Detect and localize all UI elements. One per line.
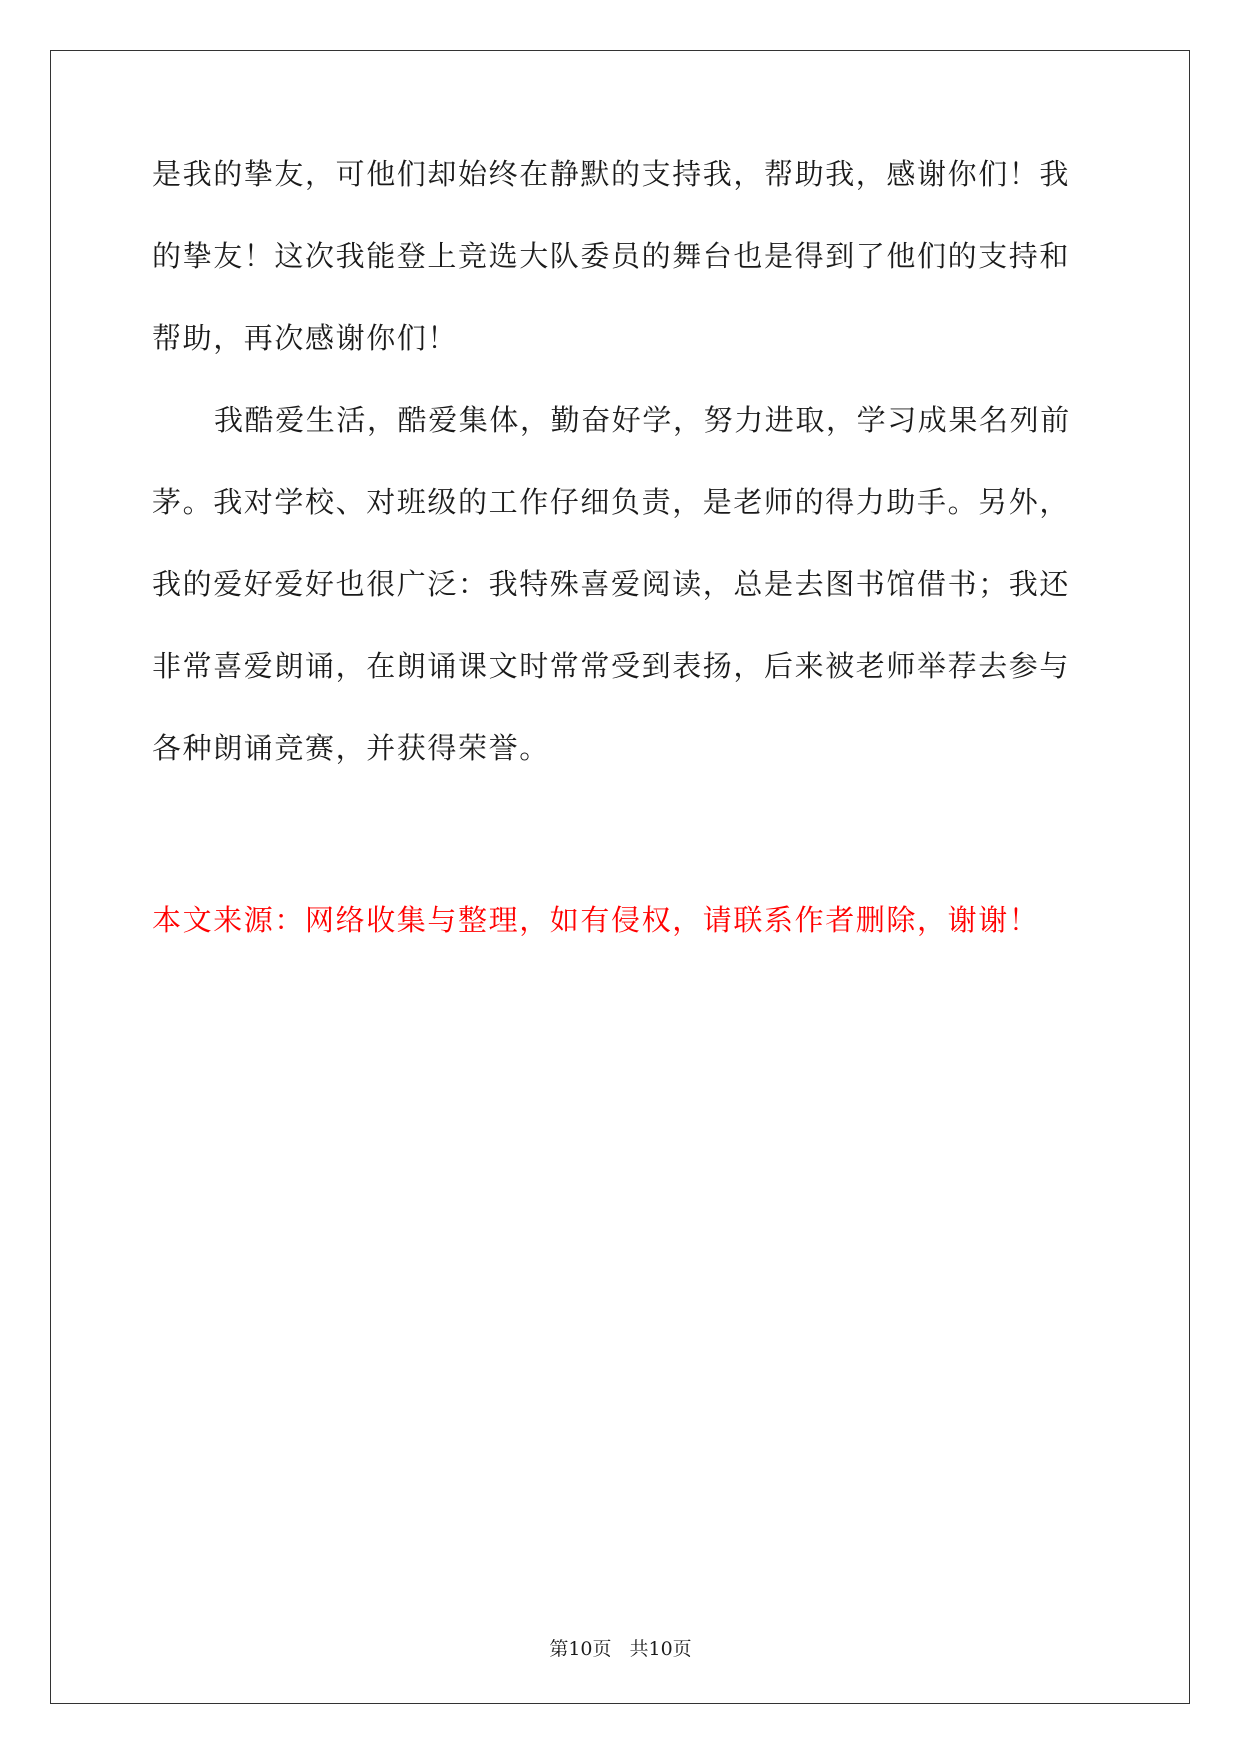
- paragraph-1: [152, 157, 1092, 406]
- document-body: [152, 157, 1092, 816]
- source-note: 本文来源：网络收集与整理，如有侵权，请联系作者删除，谢谢！: [152, 903, 1040, 937]
- paragraph-2: [152, 403, 1092, 816]
- page-total: 共10页: [629, 1638, 692, 1660]
- page-footer: [0, 1634, 1241, 1661]
- text-line: 是我的挚友，可他们却始终在静默的支持我，帮助我，感谢你们！我: [152, 157, 1071, 191]
- text-line: 非常喜爱朗诵，在朗诵课文时常常受到表扬，后来被老师举荐去参与: [152, 649, 1071, 683]
- text-line: 我的爱好爱好也很广泛：我特殊喜爱阅读，总是去图书馆借书；我还: [152, 567, 1071, 601]
- page-number: 第10页: [549, 1638, 612, 1660]
- text-line: 各种朗诵竞赛，并获得荣誉。: [152, 731, 550, 765]
- text-line: 我酷爱生活，酷爱集体，勤奋好学，努力进取，学习成果名列前: [214, 403, 1071, 437]
- text-line: 帮助，再次感谢你们！: [152, 321, 459, 355]
- text-line: 的挚友！这次我能登上竞选大队委员的舞台也是得到了他们的支持和: [152, 239, 1071, 273]
- text-line: 茅。我对学校、对班级的工作仔细负责，是老师的得力助手。另外，: [152, 485, 1071, 519]
